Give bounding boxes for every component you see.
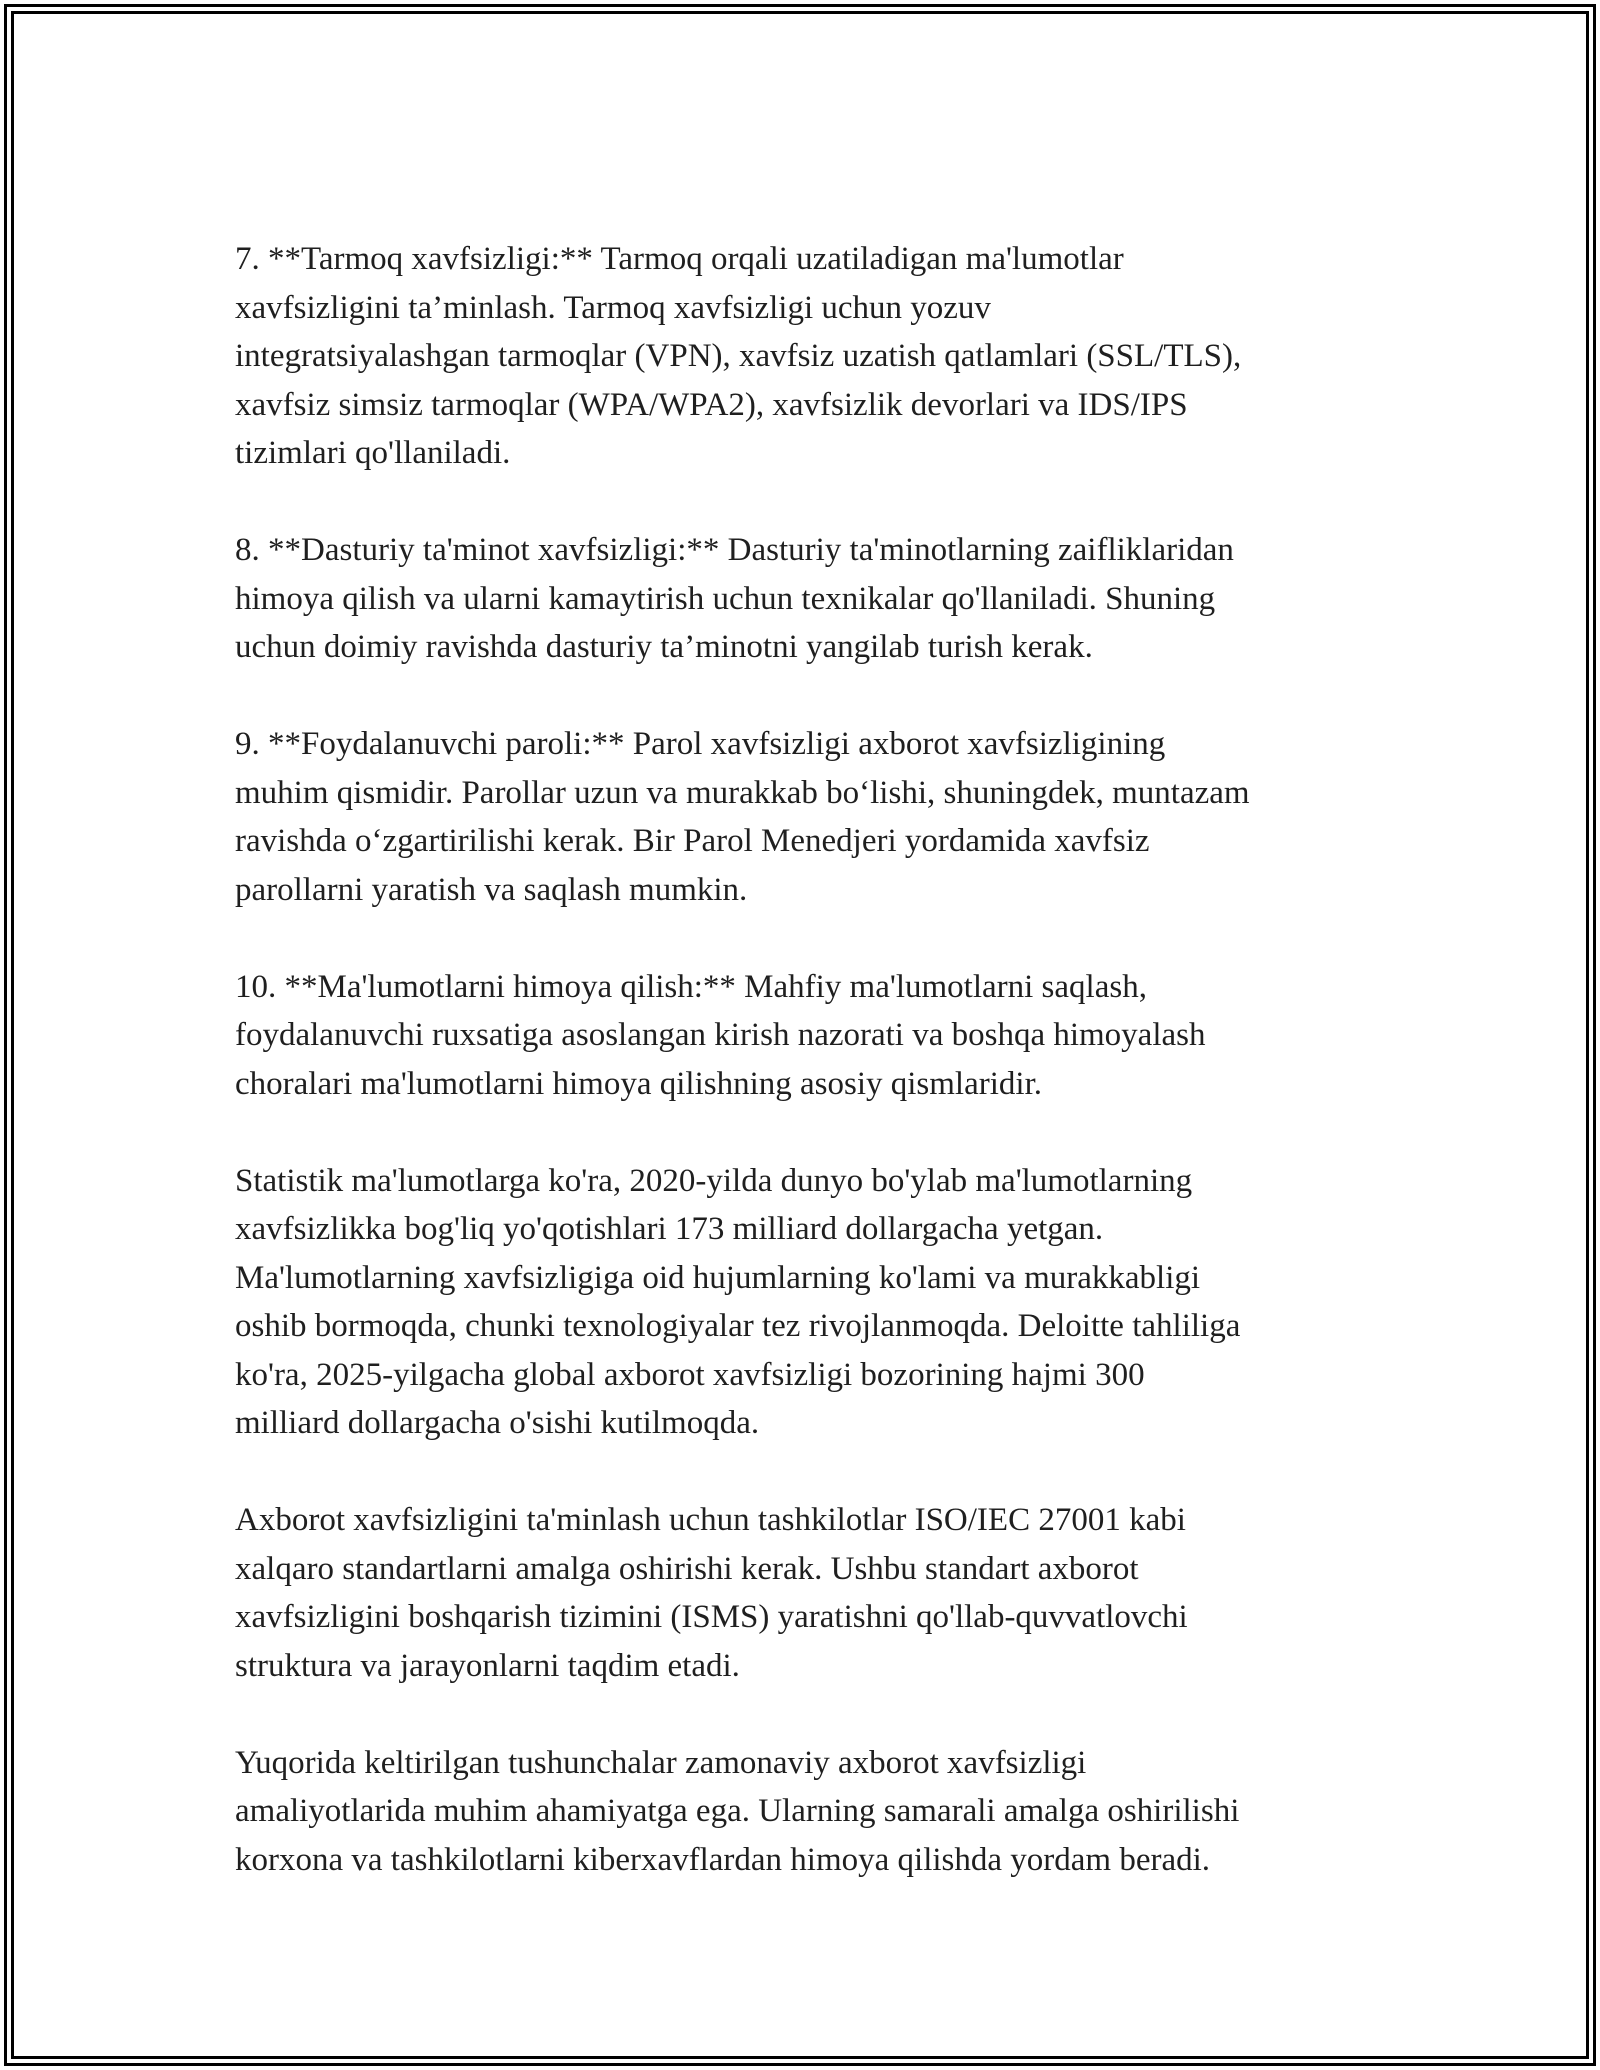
paragraph-user-password: 9. **Foydalanuvchi paroli:** Parol xavfsizligi axborot xavfsizligining muhim qismidir. Parollar uzun va murakkab bo‘lishi, shuningdek, muntazam ravishda o‘zgartirilishi kerak. Bir Parol Menedjeri yordamida xavfsiz parollarni yaratish va saqlash mumkin.: [235, 726, 1250, 908]
paragraph-network-security: 7. **Tarmoq xavfsizligi:** Tarmoq orqali uzatiladigan ma'lumotlar xavfsizligini ta’minlash. Tarmoq xavfsizligi uchun yozuv integratsiyalashgan tarmoqlar (VPN), xavfsiz uzatish qatlamlari (SSL/TLS), xavfsiz simsiz tarmoqlar (WPA/WPA2), xavfsizlik devorlari va IDS/IPS tizimlari qo'llaniladi.: [235, 241, 1242, 471]
paragraph-software-security: 8. **Dasturiy ta'minot xavfsizligi:** Dasturiy ta'minotlarning zaifliklaridan himoya qilish va ularni kamaytirish uchun texnikalar qo'llaniladi. Shuning uchun doimiy ravishda dasturiy ta’minotni yangilab turish kerak.: [235, 532, 1234, 665]
paragraph-standards: Axborot xavfsizligini ta'minlash uchun tashkilotlar ISO/IEC 27001 kabi xalqaro standartlarni amalga oshirishi kerak. Ushbu standart axborot xavfsizligini boshqarish tizimini (ISMS) yaratishni qo'llab-quvvatlovchi struktura va jarayonlarni taqdim etadi.: [235, 1502, 1188, 1684]
paragraph-data-protection: 10. **Ma'lumotlarni himoya qilish:** Mahfiy ma'lumotlarni saqlash, foydalanuvchi ruxsatiga asoslangan kirish nazorati va boshqa himoyalash choralari ma'lumotlarni himoya qilishning asosiy qismlaridir.: [235, 968, 1206, 1102]
paragraph-conclusion: Yuqorida keltirilgan tushunchalar zamonaviy axborot xavfsizligi amaliyotlarida muhim ahamiyatga ega. Ularning samarali amalga oshirilishi korxona va tashkilotlarni kiberxavflardan himoya qilishda yordam beradi.: [235, 1744, 1240, 1878]
document-body: [235, 235, 1395, 1884]
paragraph-statistics: Statistik ma'lumotlarga ko'ra, 2020-yilda dunyo bo'ylab ma'lumotlarning xavfsizlikka bog'liq yo'qotishlari 173 milliard dollargacha yetgan. Ma'lumotlarning xavfsizligiga oid hujumlarning ko'lami va murakkabligi oshib bormoqda, chunki texnologiyalar tez rivojlanmoqda. Deloitte tahliliga ko'ra, 2025-yilgacha global axborot xavfsizligi bozorining hajmi 300 milliard dollargacha o'sishi kutilmoqda.: [235, 1162, 1241, 1441]
